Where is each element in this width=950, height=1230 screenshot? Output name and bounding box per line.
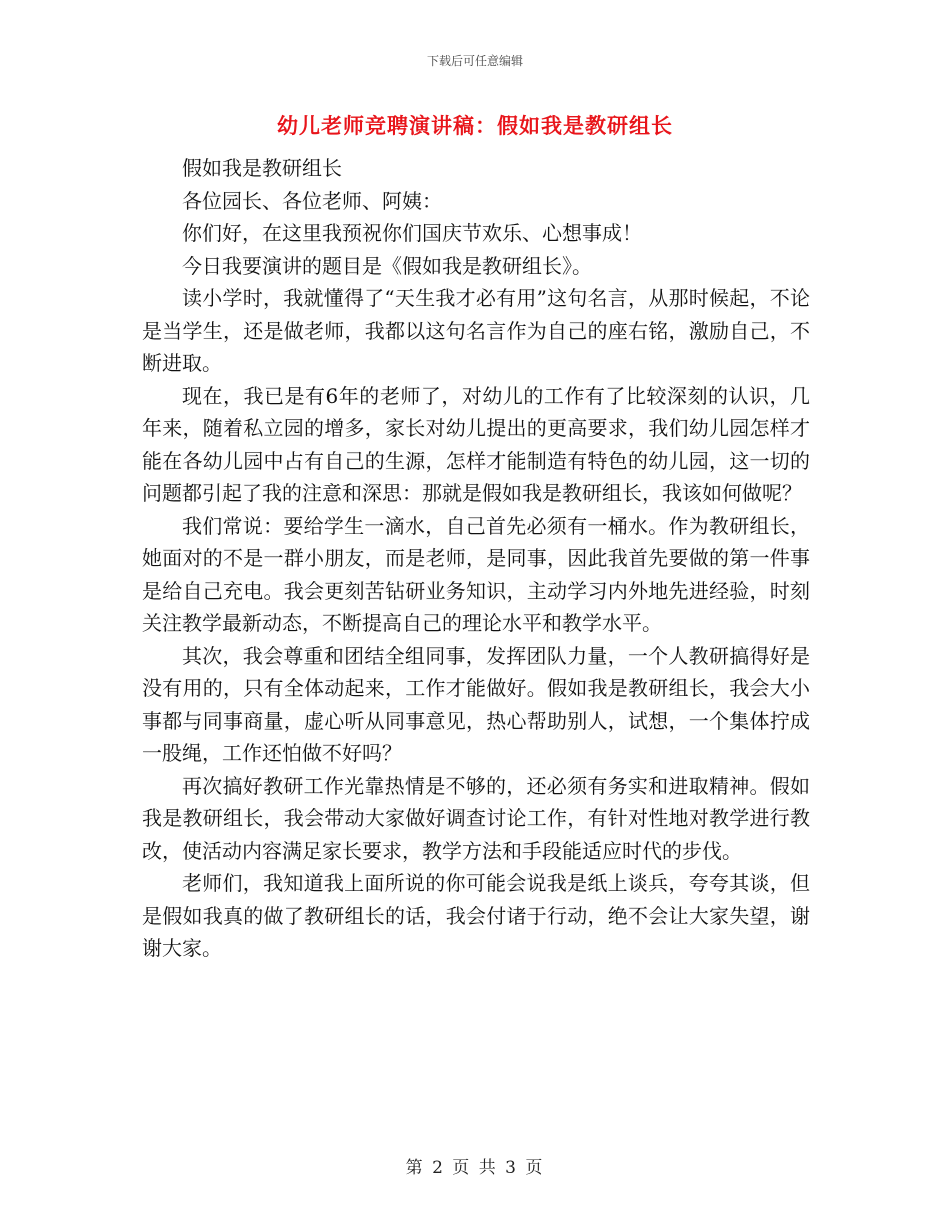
salutation: 各位园长、各位老师、阿姨： [182, 188, 442, 213]
page-number: 第 2 页 共 3 页 [405, 1158, 545, 1178]
page-header-note: 下载后可任意编辑 [426, 54, 523, 68]
body-paragraph: 我们常说：要给学生一滴水，自己首先必须有一桶水。作为教研组长，她面对的不是一群小朋友，而是老师，是同事，因此我首先要做的第一件事是给自己充电。我会更刻苦钻研业务知识，主动学习内外地先进经验，时刻关注教学最新动态，不断提高自己的理论水平和教学水平。 [142, 513, 810, 635]
closing-paragraph: 老师们，我知道我上面所说的你可能会说我是纸上谈兵，夸夸其谈，但是假如我真的做了教研组长的话，我会付诸于行动，绝不会让大家失望，谢谢大家。 [142, 871, 810, 960]
document-body [142, 152, 810, 965]
body-paragraph: 其次，我会尊重和团结全组同事，发挥团队力量，一个人教研搞得好是没有用的，只有全体动起来，工作才能做好。假如我是教研组长，我会大小事都与同事商量，虚心听从同事意见，热心帮助别人，试想，一个集体拧成一股绳，工作还怕做不好吗？ [142, 643, 810, 765]
body-paragraph: 再次搞好教研工作光靠热情是不够的，还必须有务实和进取精神。假如我是教研组长，我会带动大家做好调查讨论工作，有针对性地对教学进行教改，使活动内容满足家长要求，教学方法和手段能适应时代的步伐。 [142, 773, 810, 863]
topic-paragraph: 今日我要演讲的题目是《假如我是教研组长》。 [182, 253, 592, 278]
body-paragraph: 读小学时，我就懂得了“天生我才必有用”这句名言，从那时候起，不论是当学生，还是做老师，我都以这句名言作为自己的座右铭，激励自己，不断进取。 [142, 286, 810, 375]
document-title: 幼儿老师竞聘演讲稿：假如我是教研组长 [277, 114, 673, 138]
speech-title-line: 假如我是教研组长 [182, 156, 342, 180]
greeting-paragraph: 你们好，在这里我预祝你们国庆节欢乐、心想事成！ [182, 221, 642, 245]
body-paragraph: 现在，我已是有6年的老师了，对幼儿的工作有了比较深刻的认识，几年来，随着私立园的增多，家长对幼儿提出的更高要求，我们幼儿园怎样才能在各幼儿园中占有自己的生源，怎样才能制造有特色的幼儿园，这一切的问题都引起了我的注意和深思：那就是假如我是教研组长，我该如何做呢？ [142, 383, 810, 505]
